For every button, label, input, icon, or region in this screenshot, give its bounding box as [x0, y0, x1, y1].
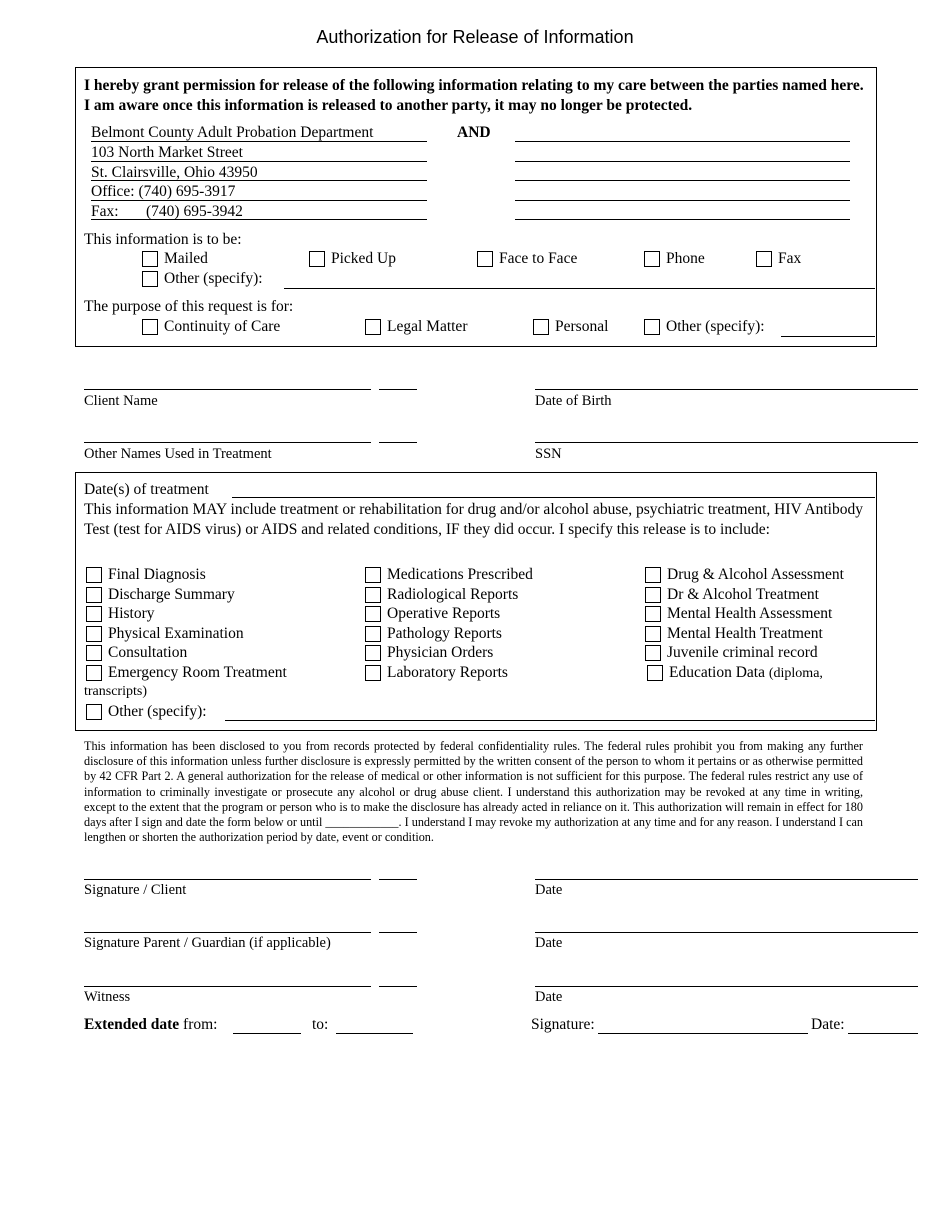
- laboratory-checkbox[interactable]: [365, 665, 381, 681]
- physical-exam-label: Physical Examination: [108, 625, 244, 642]
- history-checkbox[interactable]: [86, 606, 102, 622]
- medications-label: Medications Prescribed: [387, 566, 533, 583]
- education-data-text: Education Data: [669, 664, 765, 681]
- juvenile-record-checkbox[interactable]: [645, 645, 661, 661]
- treatment-other-label: Other (specify):: [108, 703, 207, 720]
- face-to-face-checkbox[interactable]: [477, 251, 493, 267]
- discharge-summary-checkbox[interactable]: [86, 587, 102, 603]
- extended-date-bold: Extended date: [84, 1016, 180, 1033]
- education-data-label: [669, 664, 823, 682]
- picked-up-checkbox[interactable]: [309, 251, 325, 267]
- legal-matter-checkbox[interactable]: [365, 319, 381, 335]
- to-party-line-1[interactable]: [515, 141, 850, 142]
- treatment-other-checkbox[interactable]: [86, 704, 102, 720]
- other-names-label: Other Names Used in Treatment: [84, 446, 272, 462]
- treatment-dates-line[interactable]: [232, 497, 875, 498]
- mental-health-treatment-label: Mental Health Treatment: [667, 625, 823, 642]
- delivery-other-line[interactable]: [284, 288, 875, 289]
- legal-matter-label: Legal Matter: [387, 318, 468, 335]
- extended-date-field-label: Date:: [811, 1016, 845, 1033]
- phone-label: Phone: [666, 250, 705, 267]
- witness-date-label: Date: [535, 989, 563, 1005]
- extended-from-label: from:: [183, 1016, 218, 1033]
- education-data-suffix: (diploma,: [768, 666, 823, 681]
- from-street-line: [91, 161, 427, 162]
- to-party-line-4[interactable]: [515, 200, 850, 201]
- final-diagnosis-label: Final Diagnosis: [108, 566, 206, 583]
- client-date-line[interactable]: [535, 879, 918, 880]
- physician-orders-label: Physician Orders: [387, 644, 494, 661]
- guardian-date-label: Date: [535, 935, 563, 951]
- delivery-label: This information is to be:: [84, 231, 242, 248]
- phone-checkbox[interactable]: [644, 251, 660, 267]
- other-names-line[interactable]: [84, 442, 371, 443]
- from-city: St. Clairsville, Ohio 43950: [91, 164, 258, 181]
- extended-to-label: to:: [312, 1016, 329, 1033]
- radiological-checkbox[interactable]: [365, 587, 381, 603]
- face-to-face-label: Face to Face: [499, 250, 578, 267]
- from-street: 103 North Market Street: [91, 144, 243, 161]
- treatment-dates-label: Date(s) of treatment: [84, 481, 209, 498]
- and-label: AND: [457, 124, 491, 141]
- ssn-line[interactable]: [535, 442, 918, 443]
- purpose-other-label: Other (specify):: [666, 318, 765, 335]
- education-data-checkbox[interactable]: [647, 665, 663, 681]
- extended-to-line[interactable]: [336, 1033, 413, 1034]
- witness-date-line[interactable]: [535, 986, 918, 987]
- witness-signature-line-short[interactable]: [379, 986, 417, 987]
- client-name-line[interactable]: [84, 389, 371, 390]
- other-names-line-short[interactable]: [379, 442, 417, 443]
- consultation-checkbox[interactable]: [86, 645, 102, 661]
- dr-alcohol-treatment-label: Dr & Alcohol Treatment: [667, 586, 819, 603]
- from-fax-line: [91, 219, 427, 220]
- final-diagnosis-checkbox[interactable]: [86, 567, 102, 583]
- personal-checkbox[interactable]: [533, 319, 549, 335]
- dob-label: Date of Birth: [535, 393, 612, 409]
- extended-signature-label: Signature:: [531, 1016, 595, 1033]
- client-name-line-short[interactable]: [379, 389, 417, 390]
- from-fax: (740) 695-3942: [146, 203, 243, 220]
- extended-signature-line[interactable]: [598, 1033, 808, 1034]
- client-signature-line-short[interactable]: [379, 879, 417, 880]
- picked-up-label: Picked Up: [331, 250, 397, 267]
- treatment-notice: This information MAY include treatment or rehabilitation for drug and/or alcohol abuse, psychiatric treatment, HIV Antibody Test (test for AIDS virus) or AIDS and related conditions, IF they did occur. I specify this release is to include:: [84, 501, 863, 538]
- er-treatment-label: Emergency Room Treatment: [108, 664, 287, 681]
- mental-health-assessment-label: Mental Health Assessment: [667, 605, 833, 622]
- to-party-line-2[interactable]: [515, 161, 850, 162]
- to-party-line-5[interactable]: [515, 219, 850, 220]
- pathology-label: Pathology Reports: [387, 625, 502, 642]
- fax-checkbox[interactable]: [756, 251, 772, 267]
- extended-date-label: [84, 1016, 217, 1034]
- extended-date-line[interactable]: [848, 1033, 918, 1034]
- operative-label: Operative Reports: [387, 605, 501, 622]
- laboratory-label: Laboratory Reports: [387, 664, 508, 681]
- consultation-label: Consultation: [108, 644, 188, 661]
- delivery-other-label: Other (specify):: [164, 270, 263, 287]
- er-treatment-checkbox[interactable]: [86, 665, 102, 681]
- treatment-other-line[interactable]: [225, 720, 875, 721]
- fax-label: Fax: [778, 250, 802, 267]
- mailed-checkbox[interactable]: [142, 251, 158, 267]
- from-name-line: [91, 141, 427, 142]
- guardian-signature-label: Signature Parent / Guardian (if applicable): [84, 935, 331, 951]
- dob-line[interactable]: [535, 389, 918, 390]
- purpose-other-checkbox[interactable]: [644, 319, 660, 335]
- radiological-label: Radiological Reports: [387, 586, 519, 603]
- guardian-signature-line[interactable]: [84, 932, 371, 933]
- mental-health-assessment-checkbox[interactable]: [645, 606, 661, 622]
- disclosure-notice: This information has been disclosed to you from records protected by federal confidentiality rules. The federal rules prohibit you from making any further disclosure of this information unless further disclosure is expressly permitted by the written consent of the person to whom it pertains or as otherwise permitted by 42 CFR Part 2. A general authorization for the release of medical or other information is not sufficient for this purpose. The federal rules restrict any use of information to criminally investigate or prosecute any alcohol or drug abuse client. I understand this authorization may be revoked at any time in writing, except to the extent that the program or person who is to make the disclosure has already acted in reliance on it. This authorization will remain in effect for 180 days after I sign and date the form below or until ____________. I understand I may revoke my authorization at any time and for any reason. I understand I can lengthen or shorten the authorization period by date, event or condition.: [84, 739, 863, 845]
- witness-signature-line[interactable]: [84, 986, 371, 987]
- client-name-label: Client Name: [84, 393, 158, 409]
- page-title: Authorization for Release of Information: [316, 27, 634, 47]
- mental-health-treatment-checkbox[interactable]: [645, 626, 661, 642]
- history-label: History: [108, 605, 155, 622]
- client-signature-label: Signature / Client: [84, 882, 187, 898]
- education-data-wrap: transcripts): [84, 684, 147, 699]
- from-name: Belmont County Adult Probation Department: [91, 124, 374, 141]
- physical-exam-checkbox[interactable]: [86, 626, 102, 642]
- physician-orders-checkbox[interactable]: [365, 645, 381, 661]
- from-office-line: [91, 200, 427, 201]
- drug-alcohol-assessment-checkbox[interactable]: [645, 567, 661, 583]
- operative-checkbox[interactable]: [365, 606, 381, 622]
- continuity-label: Continuity of Care: [164, 318, 281, 335]
- drug-alcohol-assessment-label: Drug & Alcohol Assessment: [667, 566, 844, 583]
- from-fax-label: Fax:: [91, 203, 119, 220]
- client-date-label: Date: [535, 882, 563, 898]
- delivery-other-checkbox[interactable]: [142, 271, 158, 287]
- purpose-label: The purpose of this request is for:: [84, 298, 294, 315]
- client-signature-line[interactable]: [84, 879, 371, 880]
- mailed-label: Mailed: [164, 250, 208, 267]
- ssn-label: SSN: [535, 446, 562, 462]
- extended-from-line[interactable]: [233, 1033, 301, 1034]
- pathology-checkbox[interactable]: [365, 626, 381, 642]
- to-party-line-3[interactable]: [515, 180, 850, 181]
- purpose-other-line[interactable]: [781, 336, 875, 337]
- medications-checkbox[interactable]: [365, 567, 381, 583]
- continuity-checkbox[interactable]: [142, 319, 158, 335]
- guardian-date-line[interactable]: [535, 932, 918, 933]
- witness-label: Witness: [84, 989, 131, 1005]
- from-city-line: [91, 180, 427, 181]
- personal-label: Personal: [555, 318, 609, 335]
- discharge-summary-label: Discharge Summary: [108, 586, 235, 603]
- from-office: Office: (740) 695-3917: [91, 183, 236, 200]
- guardian-signature-line-short[interactable]: [379, 932, 417, 933]
- dr-alcohol-treatment-checkbox[interactable]: [645, 587, 661, 603]
- grant-statement: I hereby grant permission for release of the following information relating to my care between the parties named here. I am aware once this information is released to another party, it may no longer be protected.: [84, 77, 864, 114]
- juvenile-record-label: Juvenile criminal record: [667, 644, 818, 661]
